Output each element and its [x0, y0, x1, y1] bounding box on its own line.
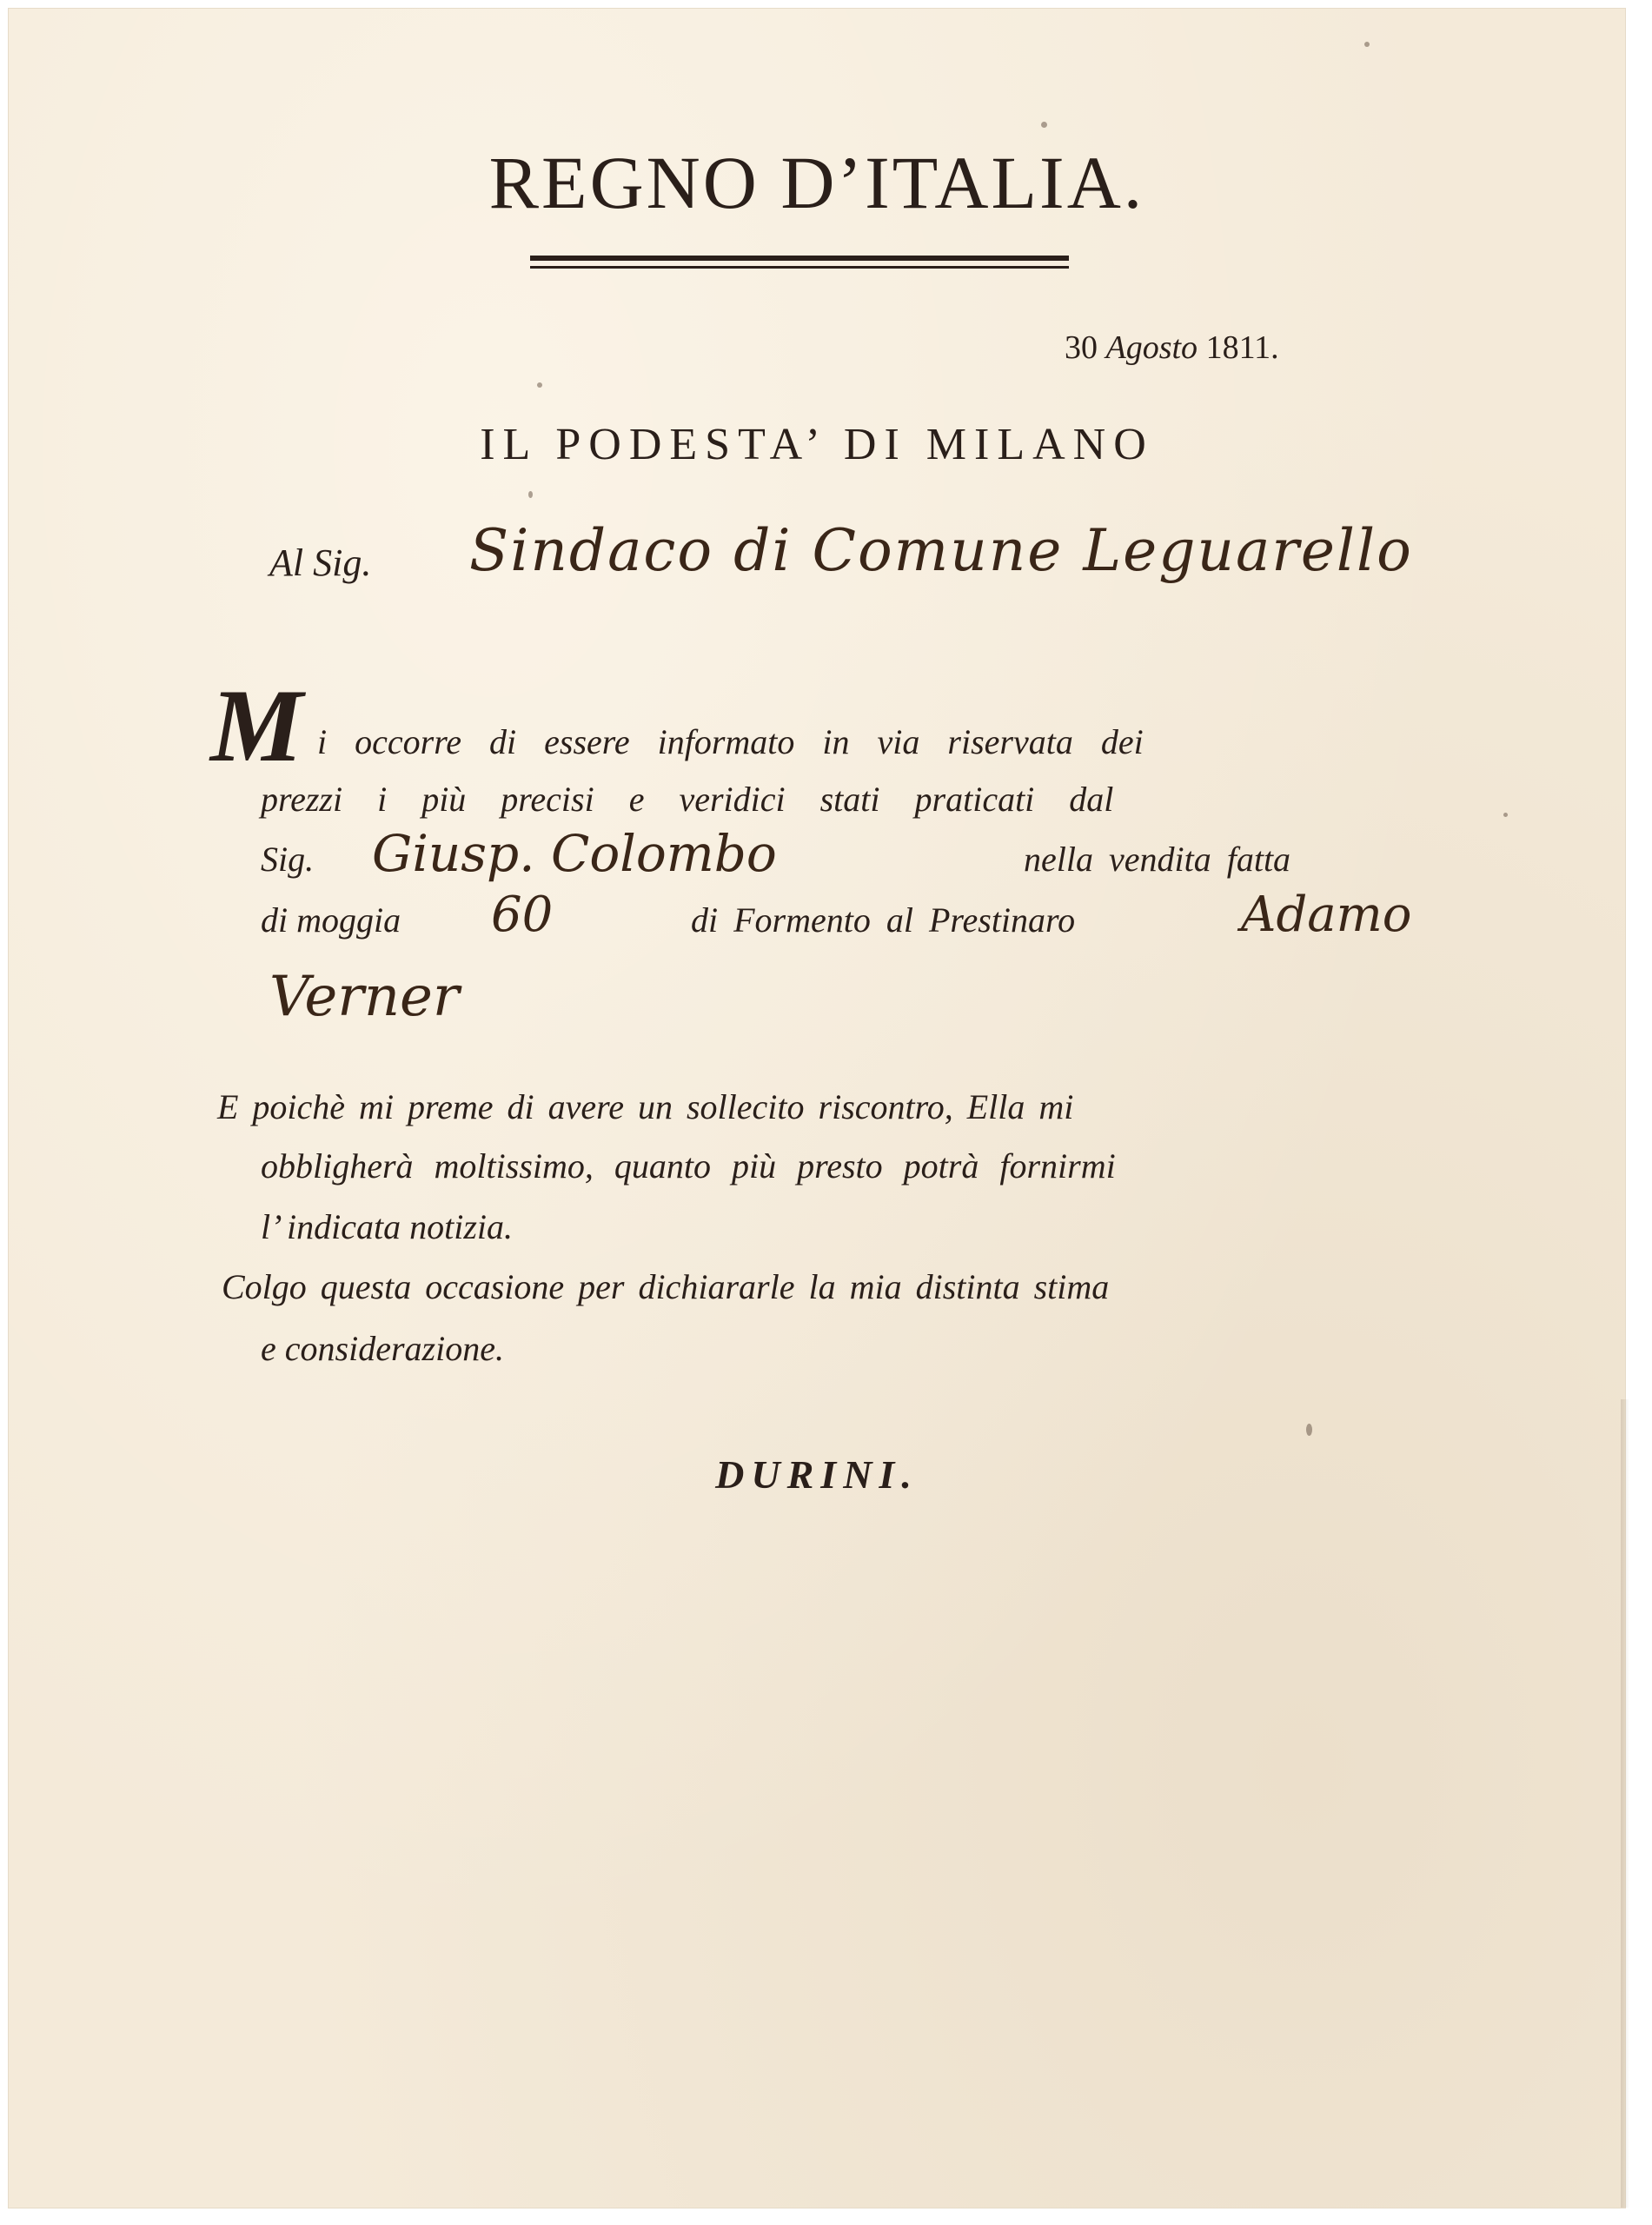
- paper-speck: [537, 382, 542, 388]
- date-month: Agosto: [1105, 329, 1198, 366]
- drop-cap: M: [210, 668, 303, 783]
- quantity-handwritten: 60: [491, 887, 554, 943]
- baker-surname-handwritten: Verner: [269, 965, 460, 1029]
- letter-sheet: [9, 9, 1625, 2208]
- addressee-handwritten: Sindaco di Comune Leguarello: [469, 517, 1413, 584]
- body-line-2: prezzi i più precisi e veridici stati praticati dal: [261, 780, 1114, 819]
- baker-first-name-handwritten: Adamo: [1241, 887, 1412, 943]
- paper-speck: [1041, 122, 1047, 128]
- date-day: 30: [1065, 329, 1098, 366]
- issuing-authority: IL PODESTA’ DI MILANO: [480, 420, 1154, 469]
- document-date: [1065, 329, 1279, 367]
- title-rule-thick: [530, 256, 1069, 261]
- body-line-3-prefix: Sig.: [261, 840, 315, 879]
- closing-line-2: obbligherà moltissimo, quanto più presto potrà fornirmi: [261, 1146, 1116, 1186]
- seller-name-handwritten: Giusp. Colombo: [372, 824, 777, 883]
- document-title: REGNO D’ITALIA.: [488, 141, 1145, 224]
- closing-line-5: e considerazione.: [261, 1329, 504, 1368]
- body-line-1: i occorre di essere informato in via riservata dei: [317, 722, 1144, 761]
- paper-speck: [1306, 1424, 1312, 1436]
- signature: DURINI.: [715, 1452, 919, 1497]
- closing-line-3: l’ indicata notizia.: [261, 1207, 513, 1246]
- body-line-4-prefix: di moggia: [261, 900, 401, 940]
- title-rule-thin: [530, 266, 1069, 269]
- closing-line-4: Colgo questa occasione per dichiararle la mia distinta stima: [222, 1267, 1110, 1306]
- paper-speck: [1364, 42, 1370, 47]
- body-line-3-suffix: nella vendita fatta: [1024, 840, 1291, 879]
- body-line-4-middle: di Formento al Prestinaro: [691, 900, 1076, 940]
- paper-speck: [528, 491, 533, 498]
- paper-edge-shadow: [1621, 1399, 1629, 2208]
- addressee-label: Al Sig.: [269, 541, 372, 584]
- date-year: 1811.: [1205, 329, 1279, 366]
- closing-line-1: E poichè mi preme di avere un sollecito riscontro, Ella mi: [217, 1087, 1074, 1126]
- paper-speck: [1503, 813, 1508, 817]
